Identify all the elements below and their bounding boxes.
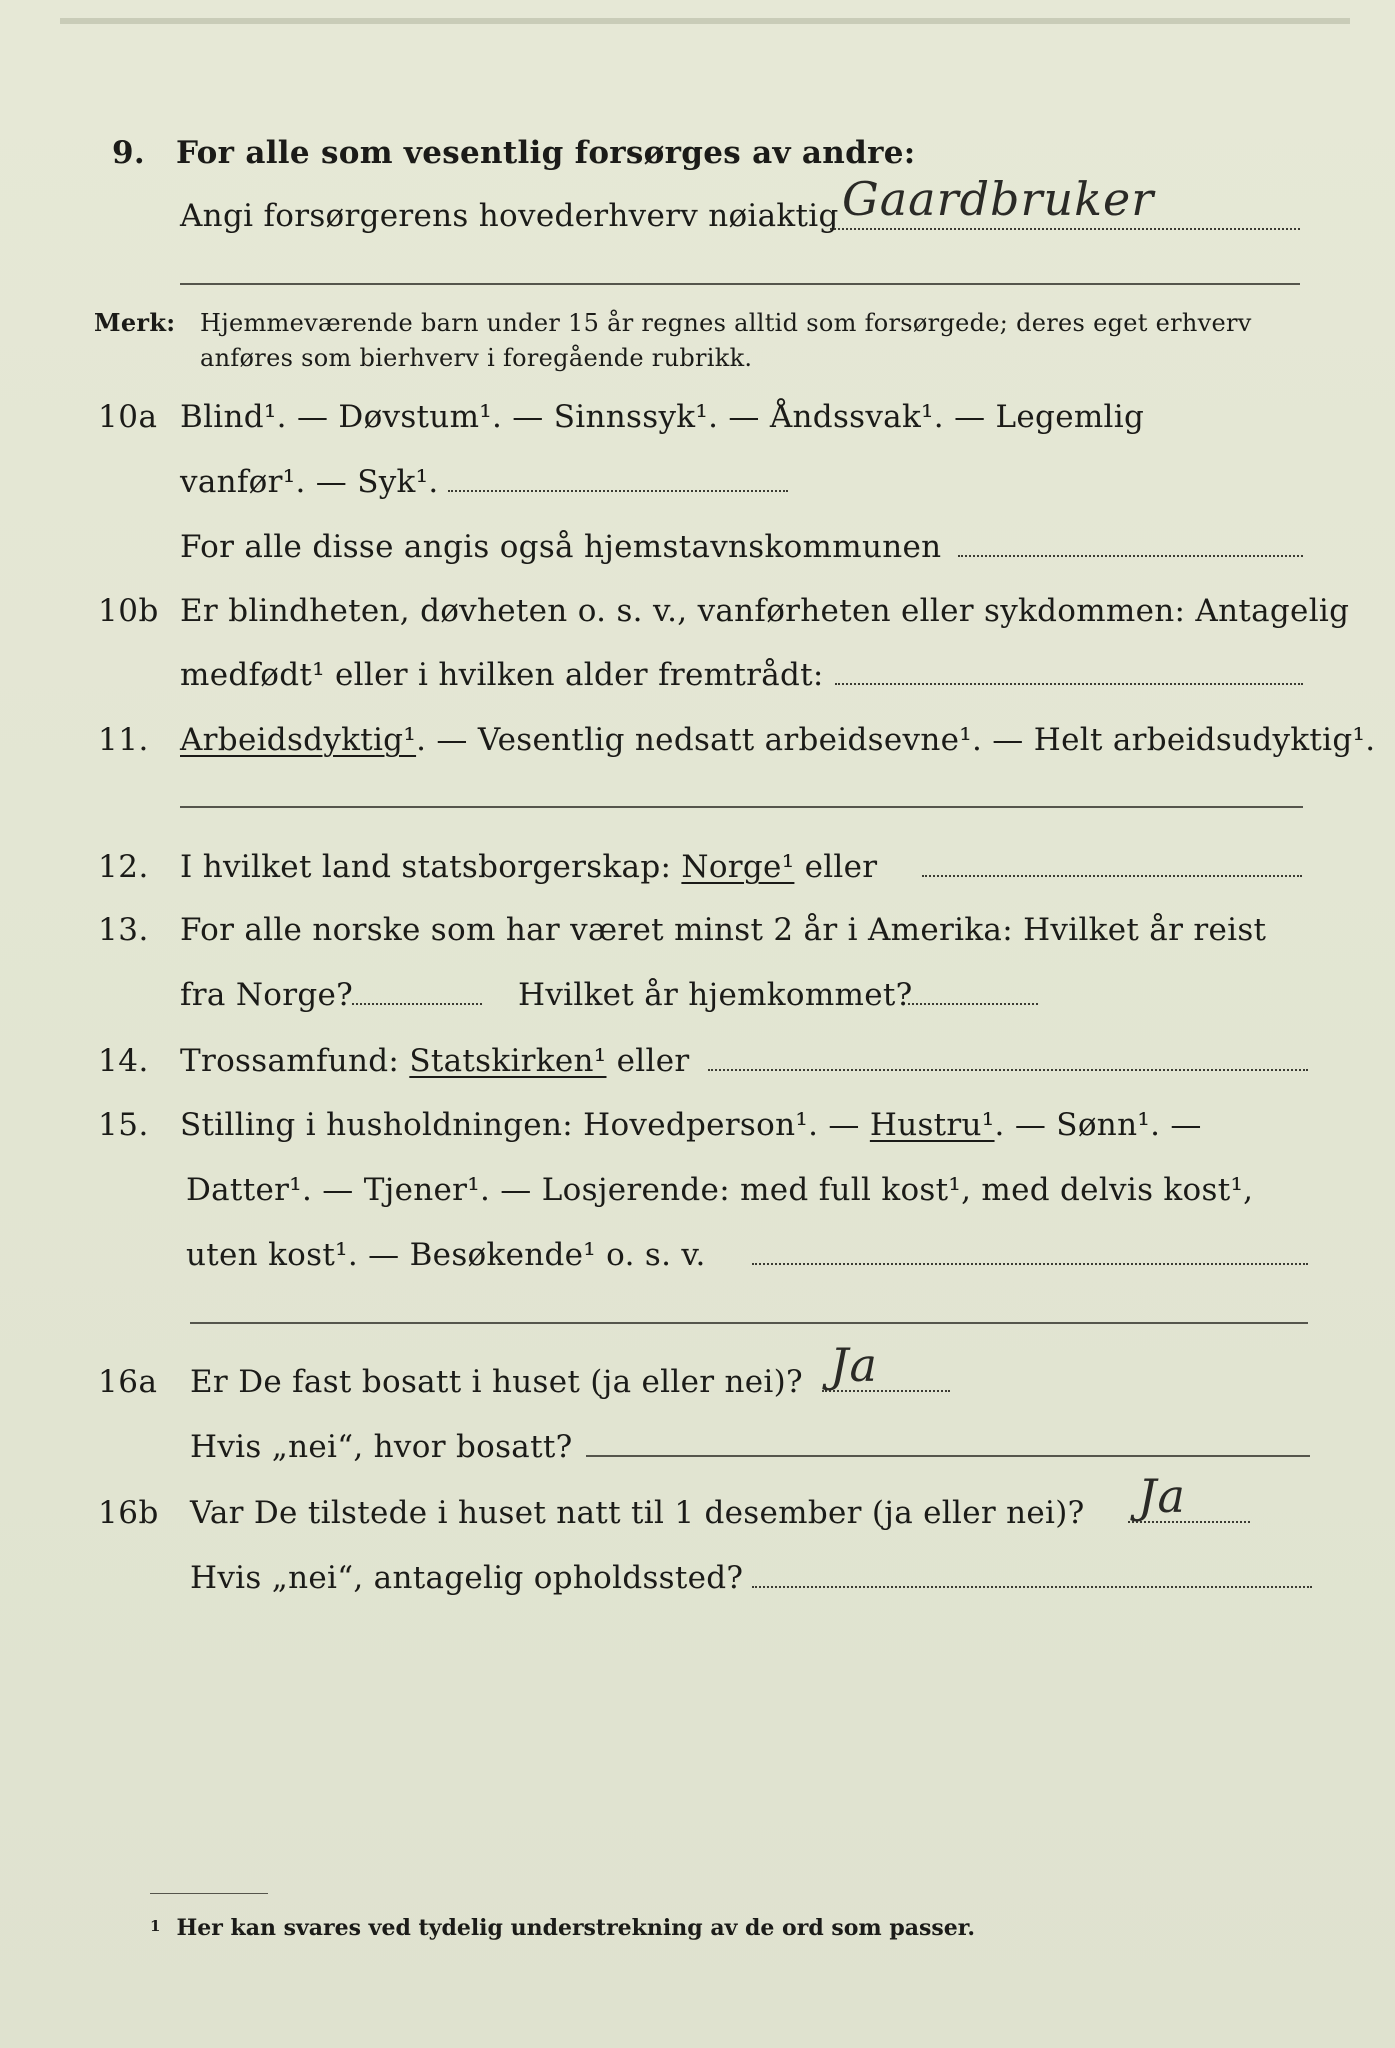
- item-12-selected-option[interactable]: Norge¹: [681, 849, 795, 885]
- item-11-options: [180, 720, 1375, 760]
- item-14-answer-line[interactable]: [708, 1069, 1308, 1071]
- item-16b-question: Var De tilstede i huset natt til 1 desember (ja eller nei)?: [190, 1495, 1085, 1531]
- item-12-question: [180, 847, 877, 887]
- item-10a-municipality-line[interactable]: [958, 555, 1303, 557]
- footnote-marker: 1: [150, 1917, 161, 1935]
- item-14-question: [180, 1041, 690, 1081]
- item-10a-line-2: vanfør¹. — Syk¹.: [180, 464, 439, 500]
- item-16b-handwritten-answer: Ja: [1138, 1469, 1186, 1523]
- page-top-edge: [60, 18, 1350, 24]
- note-line-2: anføres som bierhverv i foregående rubrikk.: [200, 344, 753, 372]
- item-10b-line-2: medfødt¹ eller i hvilken alder fremtrådt:: [180, 657, 824, 693]
- item-16b-number: 16b: [98, 1495, 159, 1531]
- item-14-selected-option[interactable]: Statskirken¹: [409, 1043, 607, 1079]
- item-12-else: eller: [794, 849, 878, 885]
- item-15-answer-line[interactable]: [752, 1263, 1308, 1265]
- item-11-selected-option[interactable]: Arbeidsdyktig¹: [180, 722, 417, 758]
- item-15-line-1: [180, 1105, 1202, 1145]
- item-12-answer-line[interactable]: [922, 875, 1302, 877]
- item-16a-number: 16a: [98, 1364, 158, 1400]
- item-9-handwritten-answer: Gaardbruker: [842, 172, 1155, 226]
- item-12-prompt: I hvilket land statsborgerskap:: [180, 849, 682, 885]
- item-15-line-2: Datter¹. — Tjener¹. — Losjerende: med full kost¹, med delvis kost¹,: [186, 1172, 1254, 1208]
- item-9-heading: For alle som vesentlig forsørges av andre:: [176, 135, 916, 171]
- item-15-prompt: Stilling i husholdningen: Hovedperson¹. —: [180, 1107, 870, 1143]
- item-15-extra-line[interactable]: [190, 1322, 1308, 1324]
- item-14-else: eller: [606, 1043, 690, 1079]
- item-15-line-3: uten kost¹. — Besøkende¹ o. s. v.: [186, 1237, 706, 1273]
- item-15-selected-option[interactable]: Hustru¹: [869, 1107, 995, 1143]
- item-16a-followup-line[interactable]: [586, 1455, 1310, 1457]
- item-10a-answer-line[interactable]: [448, 490, 788, 492]
- item-10a-line-1: Blind¹. — Døvstum¹. — Sinnssyk¹. — Åndssvak¹. — Legemlig: [180, 399, 1145, 435]
- item-11-extra-line[interactable]: [180, 806, 1303, 808]
- footnote-separator: [150, 1893, 268, 1894]
- item-16a-handwritten-answer: Ja: [830, 1338, 878, 1392]
- item-16a-question: Er De fast bosatt i huset (ja eller nei)?: [190, 1364, 803, 1400]
- item-11-number: 11.: [98, 722, 149, 758]
- item-14-prompt: Trossamfund:: [180, 1043, 410, 1079]
- item-13-line-2b: Hvilket år hjemkommet?: [518, 977, 913, 1013]
- item-13-left-answer-line[interactable]: [352, 1003, 482, 1005]
- footnote-text: Her kan svares ved tydelig understrekning av de ord som passer.: [176, 1915, 975, 1941]
- note-label: Merk:: [94, 308, 176, 337]
- item-10b-line-1: Er blindheten, døvheten o. s. v., vanførheten eller sykdommen: Antagelig: [180, 593, 1350, 629]
- item-10b-answer-line[interactable]: [835, 683, 1303, 685]
- item-9-answer-line[interactable]: [830, 228, 1300, 230]
- item-13-line-2a: fra Norge?: [180, 977, 354, 1013]
- item-14-number: 14.: [98, 1043, 149, 1079]
- item-9-question: Angi forsørgerens hovederhverv nøiaktig: [180, 198, 839, 234]
- item-16a-followup: Hvis „nei“, hvor bosatt?: [190, 1429, 573, 1465]
- item-16b-followup-line[interactable]: [752, 1586, 1312, 1588]
- item-13-return-answer-line[interactable]: [908, 1003, 1038, 1005]
- item-12-number: 12.: [98, 849, 149, 885]
- item-13-number: 13.: [98, 912, 149, 948]
- footnote: [150, 1915, 975, 1941]
- item-9-number: 9.: [112, 135, 145, 171]
- item-15-line-1-rest: . — Sønn¹. —: [994, 1107, 1202, 1143]
- item-15-number: 15.: [98, 1107, 149, 1143]
- note-line-1: Hjemmeværende barn under 15 år regnes alltid som forsørgede; deres eget erhverv: [200, 309, 1252, 337]
- item-11-rest: . — Vesentlig nedsatt arbeidsevne¹. — Helt arbeidsudyktig¹.: [416, 722, 1376, 758]
- item-10a-number: 10a: [98, 399, 158, 435]
- item-16b-followup: Hvis „nei“, antagelig opholdssted?: [190, 1560, 744, 1596]
- item-9-extra-line[interactable]: [180, 283, 1300, 285]
- item-10a-line-3: For alle disse angis også hjemstavnskommunen: [180, 529, 942, 565]
- item-13-line-1: For alle norske som har været minst 2 år i Amerika: Hvilket år reist: [180, 912, 1267, 948]
- item-10b-number: 10b: [98, 593, 159, 629]
